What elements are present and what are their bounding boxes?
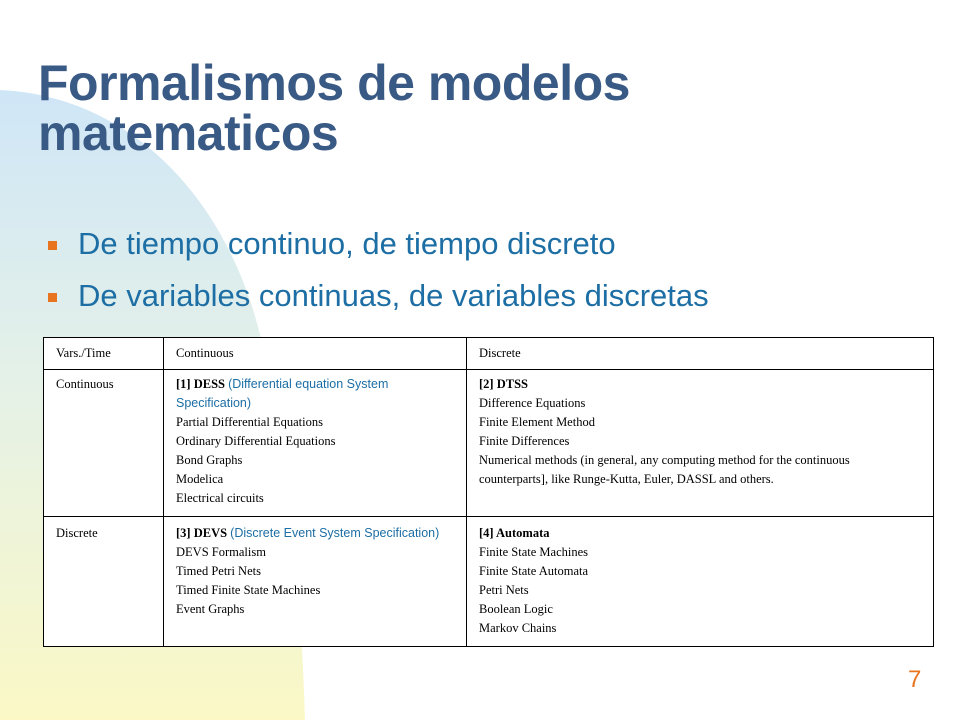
cell-item: Event Graphs <box>176 602 245 616</box>
cell-item: Markov Chains <box>479 621 557 635</box>
cell-item: Partial Differential Equations <box>176 415 323 429</box>
cell-item: Numerical methods (in general, any computing method for the continuous counterparts], like Runge-Kutta, Euler, DASSL and others. <box>479 453 850 486</box>
table-cell <box>467 370 934 517</box>
cell-item: Modelica <box>176 472 224 486</box>
slide-title: Formalismos de modelos matematicos <box>38 55 630 161</box>
cell-item: Ordinary Differential Equations <box>176 434 336 448</box>
cell-note: (Differential equation System Specification) <box>176 377 389 410</box>
header-continuous: Continuous <box>176 346 234 360</box>
bullet-item <box>48 270 709 322</box>
table-cell <box>164 370 467 517</box>
table-header-row <box>44 338 934 370</box>
table-row <box>44 370 934 517</box>
header-cell <box>44 338 164 370</box>
square-bullet-icon <box>48 241 57 250</box>
header-cell <box>467 338 934 370</box>
table-row <box>44 517 934 647</box>
cell-item: Timed Finite State Machines <box>176 583 321 597</box>
cell-item: Petri Nets <box>479 583 529 597</box>
cell-title: [2] DTSS <box>479 377 528 391</box>
cell-item: Boolean Logic <box>479 602 553 616</box>
header-discrete: Discrete <box>479 346 521 360</box>
cell-item: Finite Differences <box>479 434 570 448</box>
table-cell <box>164 517 467 647</box>
cell-item: Finite State Automata <box>479 564 589 578</box>
table-cell <box>467 517 934 647</box>
row-label-cell <box>44 370 164 517</box>
page-number: 7 <box>908 666 922 693</box>
row-label: Discrete <box>56 526 98 540</box>
formalisms-table <box>43 337 934 647</box>
header-cell <box>164 338 467 370</box>
row-label: Continuous <box>56 377 114 391</box>
cell-title: [3] DEVS <box>176 526 228 540</box>
cell-item: Timed Petri Nets <box>176 564 261 578</box>
cell-item: Electrical circuits <box>176 491 264 505</box>
cell-note: (Discrete Event System Specification) <box>230 526 440 540</box>
bullet-item <box>48 218 709 270</box>
cell-item: Finite State Machines <box>479 545 589 559</box>
cell-item: DEVS Formalism <box>176 545 266 559</box>
row-label-cell <box>44 517 164 647</box>
cell-item: Finite Element Method <box>479 415 595 429</box>
bullet-text: De tiempo continuo, de tiempo discreto <box>78 226 616 261</box>
header-vars-time: Vars./Time <box>56 346 111 360</box>
square-bullet-icon <box>48 293 57 302</box>
bullet-list <box>48 218 709 322</box>
bullet-text: De variables continuas, de variables discretas <box>78 278 709 313</box>
cell-item: Bond Graphs <box>176 453 243 467</box>
cell-item: Difference Equations <box>479 396 586 410</box>
cell-title: [4] Automata <box>479 526 550 540</box>
cell-title: [1] DESS <box>176 377 225 391</box>
